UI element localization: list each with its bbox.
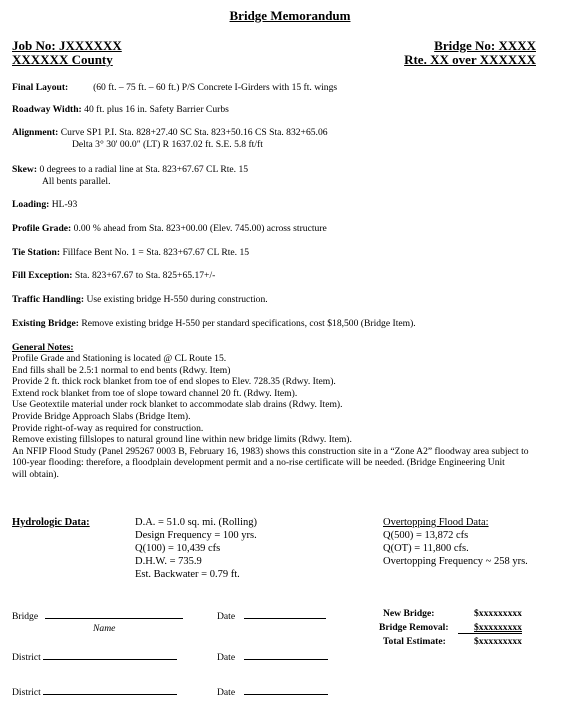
note-line: End fills shall be 2.5:1 normal to end bents (Rdwy. Item) [12,364,231,376]
total-estimate-value: $xxxxxxxxx [474,636,522,647]
note-line: Provide Bridge Approach Slabs (Bridge Item). [12,410,191,422]
date-row-1 [217,609,326,623]
bridge-signature-line[interactable] [45,609,183,619]
district-signature-line-1[interactable] [43,650,177,660]
q100: Q(100) = 10,439 cfs [135,543,221,554]
existing-bridge-label: Existing Bridge: [12,318,79,329]
note-line: Extend rock blanket from toe of slope toward channel 20 ft. (Rdwy. Item). [12,387,298,399]
general-notes-heading: General Notes: [12,342,74,353]
note-line: Provide right-of-way as required for construction. [12,422,204,434]
note-line: Use Geotextile material under rock blanket to accommodate slab drains (Rdwy. Item). [12,399,343,411]
district-signature-line-2[interactable] [43,685,177,695]
qot: Q(OT) = 11,800 cfs. [383,543,469,554]
final-layout-label: Final Layout: [12,82,69,93]
fill-exception-label: Fill Exception: [12,270,73,281]
bridge-number: Bridge No: XXXX [434,38,536,53]
date-row-3 [217,685,328,699]
hydrologic-values [135,516,257,581]
traffic-handling-label: Traffic Handling: [12,294,85,305]
new-bridge-label: New Bridge: [383,608,435,619]
note-line: Remove existing fillslopes to natural ground line within new bridge limits (Rdwy. Item). [12,434,352,446]
bridge-removal-value: $xxxxxxxxx [474,622,522,633]
final-layout-row [12,82,337,94]
tie-station-row [12,247,249,259]
alignment-row [12,127,328,139]
roadway-width-row [12,104,229,116]
district-label-1: District [12,652,41,663]
date-row-2 [217,650,328,664]
alignment-line-2: Delta 3° 30' 00.0" (LT) R 1637.02 ft. S.E. 5.8 ft/ft [72,139,263,150]
fill-exception-value: Sta. 823+67.67 to Sta. 825+65.17+/- [74,270,216,281]
existing-bridge-row [12,318,416,330]
tie-station-value: Fillface Bent No. 1 = Sta. 823+67.67 CL Rte. 15 [62,247,250,258]
loading-label: Loading: [12,199,50,210]
route: Rte. XX over XXXXXX [404,52,536,67]
district-signature-row-1 [12,650,177,664]
bridge-signature-row [12,609,183,623]
date-label: Date [217,611,236,622]
alignment-line-1: Curve SP1 P.I. Sta. 828+27.40 SC Sta. 823+50.16 CS Sta. 832+65.06 [60,127,328,138]
date-line-1[interactable] [244,609,326,619]
design-frequency: Design Frequency = 100 yrs. [135,530,257,541]
bridge-signature-label: Bridge [12,611,39,622]
final-layout-value: (60 ft. – 75 ft. – 60 ft.) P/S Concrete I-Girders with 15 ft. wings [93,82,338,93]
overtopping-frequency: Overtopping Frequency ~ 258 yrs. [383,556,528,567]
alignment-label: Alignment: [12,127,59,138]
date-line-3[interactable] [244,685,328,695]
note-line: 100-year flooding: therefore, a floodplain development permit and a no-rise certificate will be needed. (Bridge Engineering Unit [12,457,505,469]
note-line: Provide 2 ft. thick rock blanket from toe of end slopes to Elev. 728.35 (Rdwy. Item). [12,376,336,388]
job-number: Job No: JXXXXXX [12,38,122,53]
profile-grade-row [12,223,327,235]
date-line-2[interactable] [244,650,328,660]
sum-divider [458,633,522,634]
total-estimate-label: Total Estimate: [383,636,446,647]
date-label: Date [217,687,236,698]
new-bridge-value: $xxxxxxxxx [474,608,522,619]
drainage-area: D.A. = 51.0 sq. mi. (Rolling) [135,517,258,528]
tie-station-label: Tie Station: [12,247,61,258]
note-line: Profile Grade and Stationing is located @ CL Route 15. [12,353,227,364]
skew-line-1: 0 degrees to a radial line at Sta. 823+67.67 CL Rte. 15 [39,164,249,175]
loading-value: HL-93 [51,199,78,210]
profile-grade-value: 0.00 % ahead from Sta. 823+00.00 (Elev. 745.00) across structure [73,223,327,234]
overtopping-values [383,516,528,568]
loading-row [12,199,77,211]
skew-row [12,164,248,176]
traffic-handling-row [12,294,268,306]
traffic-handling-value: Use existing bridge H-550 during construction. [86,294,268,305]
general-notes-list [12,353,529,481]
roadway-width-value: 40 ft. plus 16 in. Safety Barrier Curbs [84,104,229,115]
date-label: Date [217,652,236,663]
county: XXXXXX County [12,52,113,67]
name-caption: Name [93,623,116,634]
hydrologic-label: Hydrologic Data: [12,517,90,528]
skew-line-2: All bents parallel. [42,176,111,187]
note-line: will obtain). [12,468,59,480]
page-title: Bridge Memorandum [229,8,351,23]
bridge-removal-label: Bridge Removal: [379,622,449,633]
backwater: Est. Backwater = 0.79 ft. [135,569,240,580]
q500: Q(500) = 13,872 cfs [383,530,469,541]
note-line: An NFIP Flood Study (Panel 295267 0003 B, February 16, 1983) shows this construction site in a “Zone A2” floodway area subject to [12,445,529,457]
overtopping-label: Overtopping Flood Data: [383,517,489,528]
fill-exception-row [12,270,215,282]
skew-label: Skew: [12,164,38,175]
district-signature-row-2 [12,685,177,699]
roadway-width-label: Roadway Width: [12,104,82,115]
profile-grade-label: Profile Grade: [12,223,72,234]
dhw: D.H.W. = 735.9 [135,556,202,567]
district-label-2: District [12,687,41,698]
existing-bridge-value: Remove existing bridge H-550 per standard specifications, cost $18,500 (Bridge Item). [81,318,416,329]
